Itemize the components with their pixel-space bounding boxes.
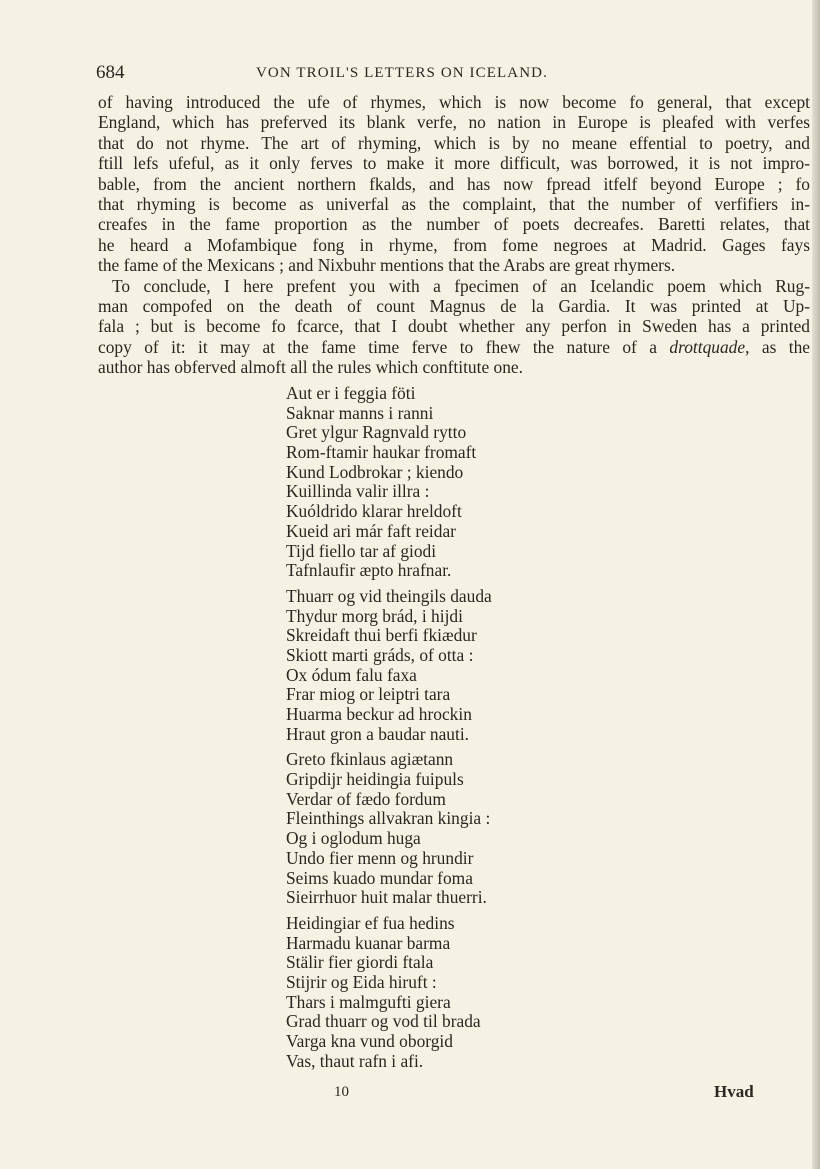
text-segment: , as the xyxy=(745,336,811,357)
verse-line: Hraut gron a baudar nauti. xyxy=(286,723,470,744)
page-edge xyxy=(812,0,820,1169)
page-number: 684 xyxy=(96,62,125,83)
verse-line: Verdar of fædo fordum xyxy=(286,788,446,809)
verse-line: Fleinthings allvakran kingia : xyxy=(286,808,491,829)
verse-line: Greto fkinlaus agiætann xyxy=(286,749,454,770)
text-line: bable, from the ancient northern fkalds, and has now fpread itfelf beyond Europe ; fo xyxy=(98,173,810,194)
text-line: that rhyming is become as univerfal as the complaint, that the number of verfifiers in- xyxy=(98,193,810,214)
verse-line: Huarma beckur ad hrockin xyxy=(286,704,472,724)
verse-line: Skreidaft thui berfi fkiædur xyxy=(286,625,477,646)
poem xyxy=(286,384,492,1071)
verse-line: Grad thuarr og vod til brada xyxy=(286,1011,481,1032)
text-line: creafes in the fame proportion as the number of poets decreafes. Baretti relates, that xyxy=(98,214,810,235)
verse-line: Og i oglodum huga xyxy=(286,828,421,849)
stanza xyxy=(286,587,492,745)
verse-line: Thuarr og vid theingils dauda xyxy=(286,585,492,606)
text-line: author has obferved almoft all the rules which conftitute one. xyxy=(98,357,523,378)
verse-line: Kuillinda valir illra : xyxy=(286,481,430,502)
stanza xyxy=(286,914,492,1072)
verse-line: Tijd fiello tar af giodi xyxy=(286,540,437,561)
verse-line: Frar miog or leiptri tara xyxy=(286,684,451,705)
verse-line: Stijrir og Eida hiruft : xyxy=(286,971,437,992)
stanza xyxy=(286,384,492,581)
body-text xyxy=(98,92,810,377)
verse-line: Saknar manns i ranni xyxy=(286,402,434,423)
verse-line: Gripdijr heidingia fuipuls xyxy=(286,769,464,790)
verse-line: Kuóldrido klarar hreldoft xyxy=(286,501,462,522)
text-line: fala ; but is become fo fcarce, that I doubt whether any perfon in Sweden has a printed xyxy=(98,316,810,337)
text-line: ftill lefs ufeful, as it only ferves to make it more difficult, was borrowed, it is not impro- xyxy=(98,153,810,174)
text-line: that do not rhyme. The art of rhyming, which is by no meane effential to poetry, and xyxy=(98,132,810,153)
verse-line: Thydur morg brád, i hijdi xyxy=(286,605,463,626)
verse-line: Vas, thaut rafn i afi. xyxy=(286,1050,424,1071)
verse-line: Aut er i feggia föti xyxy=(286,383,416,403)
verse-line: Skiott marti gráds, of otta : xyxy=(286,644,474,665)
verse-line: Varga kna vund oborgid xyxy=(286,1031,453,1051)
text-segment: copy of it: it may at the fame time ferve to fhew the nature of a xyxy=(98,336,670,357)
catchword: Hvad xyxy=(714,1082,754,1101)
text-line xyxy=(98,337,810,357)
verse-line: Harmadu kuanar barma xyxy=(286,932,451,953)
text-line: man compofed on the death of count Magnus de la Gardia. It was printed at Up- xyxy=(98,295,810,316)
verse-line: Gret ylgur Ragnvald rytto xyxy=(286,422,467,443)
verse-line: Kueid ari már faft reidar xyxy=(286,520,456,541)
verse-line: Sieirrhuor huit malar thuerri. xyxy=(286,887,487,908)
text-line: England, which has preferved its blank verfe, no nation in Europe is pleafed with verfes xyxy=(98,112,810,133)
italic-term: drottquade xyxy=(669,336,746,357)
verse-line: Undo fier menn og hrundir xyxy=(286,847,474,868)
text-line: of having introduced the ufe of rhymes, which is now become fo general, that except xyxy=(98,92,810,112)
verse-line: Thars i malmgufti giera xyxy=(286,991,451,1012)
text-line: he heard a Mofambique fong in rhyme, from fome negroes at Madrid. Gages fays xyxy=(98,234,810,255)
verse-line: Stälir fier giordi ftala xyxy=(286,952,434,973)
running-title: VON TROIL'S LETTERS ON ICELAND. xyxy=(256,65,548,81)
verse-line: Kund Lodbrokar ; kiendo xyxy=(286,461,464,482)
verse-line: Ox ódum falu faxa xyxy=(286,664,417,685)
text-line: To conclude, I here prefent you with a fpecimen of an Icelandic poem which Rug- xyxy=(112,275,810,296)
text-line: the fame of the Mexicans ; and Nixbuhr mentions that the Arabs are great rhymers. xyxy=(98,255,676,276)
verse-line: Heidingiar ef fua hedins xyxy=(286,912,455,933)
verse-line: Tafnlaufir æpto hrafnar. xyxy=(286,560,452,581)
verse-line: Seims kuado mundar foma xyxy=(286,867,473,888)
verse-line: Rom-ftamir haukar fromaft xyxy=(286,442,477,463)
stanza xyxy=(286,750,492,908)
signature-mark: 10 xyxy=(334,1084,349,1100)
